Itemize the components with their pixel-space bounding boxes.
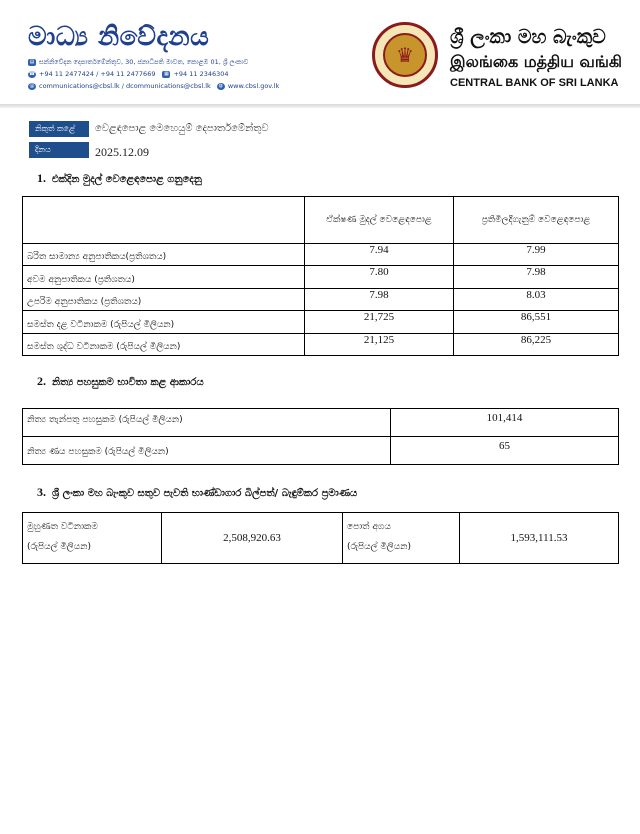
section3-title: ශ්‍රී ලංකා මහ බැංකුව සතුව පැවති භාණ්ඩාගාර බිල්පත්/ බැඳුම්කර ප්‍රමාණය (52, 488, 358, 499)
bank-name-english: CENTRAL BANK OF SRI LANKA (450, 77, 619, 89)
email-icon: @ (29, 82, 35, 89)
row-label: අවම අනුපාතිකය (ප්‍රතිශතය) (23, 266, 305, 289)
money-market-table (22, 196, 619, 356)
book-value-label-2: (රුපියල් මිලියන) (347, 542, 411, 552)
section2-title: නිත්‍ය පහසුකම භාවිතා කළ ආකාරය (52, 377, 204, 388)
section2-heading (37, 374, 204, 389)
table-row (23, 244, 619, 266)
phone-text: +94 11 2477424 / +94 11 2477669 (39, 70, 156, 78)
date-label: දිනය (29, 142, 89, 158)
table-row (23, 266, 619, 289)
building-icon: ▤ (29, 59, 35, 65)
row-label: නිත්‍ය ණය පහසුකම (රුපියල් මිලියන) (23, 437, 391, 465)
section2-number: 2. (37, 374, 46, 388)
cbsl-seal-icon (372, 22, 438, 88)
facility-value: 65 (391, 437, 619, 465)
book-value-label (343, 513, 460, 564)
header-repo: ප්‍රතිමිලදීගැනුම් වෙළෙඳපොළ (454, 197, 619, 244)
table-row (23, 437, 619, 465)
row-label: සමස්ත ශුද්ධ වටිනාකම (රුපියල් මිලියන) (23, 334, 305, 356)
call-money-value: 7.80 (305, 266, 454, 289)
email-line (28, 82, 279, 90)
facility-value: 101,414 (391, 409, 619, 437)
repo-value: 7.98 (454, 266, 619, 289)
table-row (23, 289, 619, 311)
section3-heading (37, 485, 357, 500)
call-money-value: 7.98 (305, 289, 454, 311)
face-value-label-2: (රුපියල් මිලියන) (27, 542, 91, 552)
repo-value: 8.03 (454, 289, 619, 311)
bank-name-sinhala: ශ්‍රී ලංකා මහ බැංකුව (450, 26, 606, 48)
fax-text: +94 11 2346304 (173, 70, 229, 78)
row-label: උපරිම අනුපාතිකය (ප්‍රතිශතය) (23, 289, 305, 311)
book-value: 1,593,111.53 (460, 513, 619, 564)
issued-by-value: වෙළඳපොළ මෙහෙයුම් දෙපාර්තමේන්තුව (95, 123, 269, 134)
date-value: 2025.12.09 (95, 145, 149, 159)
section1-heading (37, 171, 202, 186)
header-call-money: ඒක්ෂණ මුදල් වෙළෙඳපොළ (305, 197, 454, 244)
fax-icon: ▦ (164, 70, 169, 77)
lion-emblem-icon: ♛ (383, 33, 427, 77)
phone-icon: ☎ (28, 70, 36, 77)
call-money-value: 7.94 (305, 244, 454, 266)
section1-number: 1. (37, 171, 46, 185)
header-empty-cell (23, 197, 305, 244)
row-label: සමස්ත දළ වටිනාකම (රුපියල් මිලියන) (23, 311, 305, 334)
section1-title: එක්දින මුදල් වෙළෙඳපොළ ගනුදෙනු (52, 174, 202, 185)
section3-number: 3. (37, 485, 46, 499)
header-divider (0, 104, 640, 108)
table-row (23, 311, 619, 334)
securities-table (22, 512, 619, 564)
book-value-label-1: පොත් අගය (347, 522, 391, 532)
phone-line (28, 70, 229, 78)
issued-by-label: නිකුත් කළේ (29, 121, 89, 137)
email-text[interactable]: communications@cbsl.lk / dcommunications@cbsl.lk (39, 82, 211, 90)
globe-icon: ◍ (218, 82, 223, 89)
repo-value: 86,225 (454, 334, 619, 356)
table-header-row (23, 197, 619, 244)
standing-facility-table (22, 408, 619, 465)
bank-name-tamil: இலங்கை மத்திய வங்கி (450, 52, 622, 71)
table-row (23, 513, 619, 564)
website-text[interactable]: www.cbsl.gov.lk (227, 82, 280, 90)
row-label: බරිත සාමාන්‍ය අනුපාතිකය(ප්‍රතිශතය) (23, 244, 305, 266)
address-text: සන්නිවේදන දෙපාර්තමේන්තුව, 30, ජනාධිපති මාවත, කොළඹ 01, ශ්‍රී ලංකාව (39, 58, 249, 66)
table-row (23, 334, 619, 356)
table-row (23, 409, 619, 437)
face-value-label-1: මුහුණත වටිනාකම (27, 522, 98, 532)
address-line (28, 58, 248, 67)
call-money-value: 21,725 (305, 311, 454, 334)
call-money-value: 21,125 (305, 334, 454, 356)
face-value: 2,508,920.63 (162, 513, 343, 564)
press-release-title: මාධ්‍ය නිවේදනය (28, 22, 210, 52)
repo-value: 86,551 (454, 311, 619, 334)
row-label: නිත්‍ය තැන්පතු පහසුකම (රුපියල් මිලියන) (23, 409, 391, 437)
face-value-label (23, 513, 162, 564)
repo-value: 7.99 (454, 244, 619, 266)
